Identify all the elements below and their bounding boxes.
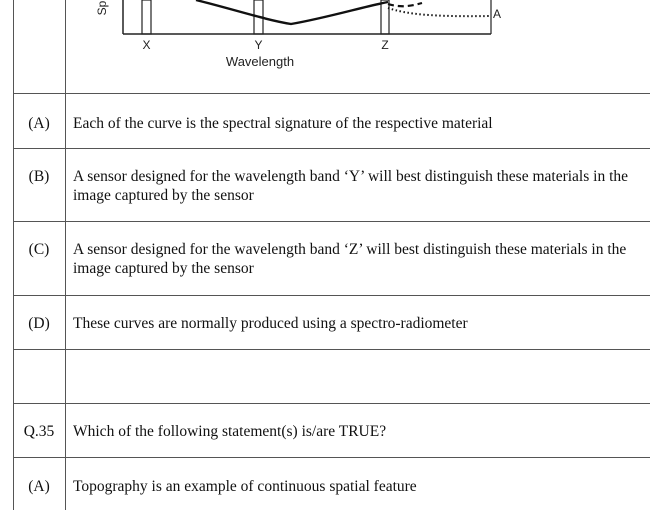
option-text: These curves are normally produced using a spectro-radiometer [73, 315, 468, 332]
spectral-plot [66, 0, 650, 93]
question-text: Which of the following statement(s) is/are TRUE? [73, 423, 387, 440]
dotted-curve [388, 8, 491, 16]
curve-a-label: A [493, 7, 502, 21]
option-label: (C) [28, 241, 50, 258]
y-axis-label-fragment: Sp [95, 0, 109, 16]
row-divider [13, 349, 650, 350]
option-text: Each of the curve is the spectral signature of the respective material [73, 115, 493, 132]
band-x [142, 0, 151, 34]
row-divider [13, 221, 650, 222]
option-label: (A) [28, 478, 50, 495]
option-label: (B) [28, 168, 50, 185]
option-text: A sensor designed for the wavelength band ‘Z’ will best distinguish these materials in the image captured by the sensor [73, 241, 627, 277]
row-divider [13, 457, 650, 458]
option-label: (D) [28, 315, 50, 332]
solid-curve [196, 0, 388, 24]
option-label: (A) [28, 115, 50, 132]
row-divider [13, 93, 650, 94]
band-y-label: Y [254, 38, 263, 52]
band-z [381, 0, 389, 34]
option-text: Topography is an example of continuous spatial feature [73, 478, 417, 495]
row-divider [13, 295, 650, 296]
row-divider [13, 403, 650, 404]
question-number: Q.35 [23, 423, 55, 440]
dashed-curve [388, 3, 422, 6]
band-x-label: X [142, 38, 151, 52]
option-text: A sensor designed for the wavelength band ‘Y’ will best distinguish these materials in the image captured by the sensor [73, 168, 629, 204]
spectral-figure [66, 0, 650, 93]
row-divider [13, 148, 650, 149]
x-axis-label: Wavelength [225, 54, 295, 69]
band-z-label: Z [381, 38, 389, 52]
